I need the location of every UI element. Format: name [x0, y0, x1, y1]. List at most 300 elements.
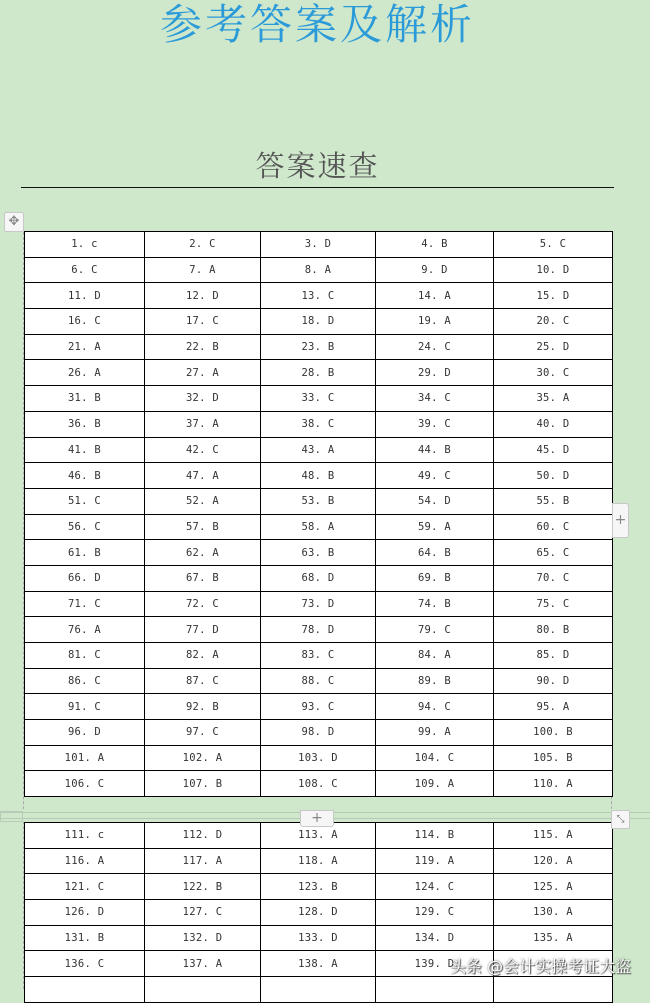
answer-cell[interactable] — [376, 874, 494, 900]
answer-cell[interactable] — [494, 309, 613, 335]
answer-cell[interactable] — [145, 386, 261, 412]
answer-cell[interactable] — [145, 463, 261, 489]
answer-cell[interactable] — [376, 668, 494, 694]
answer-text: 112. D — [182, 829, 223, 842]
answer-text: 71. C — [67, 597, 102, 610]
answer-text: 83. C — [301, 649, 335, 662]
answer-cell[interactable] — [494, 411, 613, 437]
answer-text: 111. c — [64, 829, 105, 842]
answer-cell[interactable] — [261, 874, 376, 900]
answer-text: 114. B — [414, 829, 455, 842]
answer-text: 53. B — [301, 495, 335, 508]
answer-cell[interactable] — [25, 360, 145, 386]
answer-text: 132. D — [182, 932, 223, 945]
answer-cell[interactable] — [145, 668, 261, 694]
answer-cell[interactable] — [494, 617, 613, 643]
answer-cell[interactable] — [25, 977, 145, 1003]
answer-cell[interactable] — [494, 386, 613, 412]
answer-text: 43. A — [301, 443, 335, 456]
answer-cell[interactable] — [145, 360, 261, 386]
table-row — [25, 386, 613, 412]
answer-cell[interactable] — [145, 283, 261, 309]
answer-cell[interactable] — [25, 565, 145, 591]
answer-text: 44. B — [417, 443, 452, 456]
answer-text: 136. C — [64, 957, 105, 970]
answer-cell[interactable] — [261, 668, 376, 694]
answer-cell[interactable] — [376, 694, 494, 720]
answer-cell[interactable] — [145, 334, 261, 360]
answer-text: 4. B — [421, 238, 448, 251]
answer-text: 28. B — [301, 366, 335, 379]
answer-text: 21. A — [67, 341, 102, 354]
table-row — [25, 771, 613, 797]
answer-cell[interactable] — [261, 591, 376, 617]
answer-cell[interactable] — [494, 720, 613, 746]
answer-text: 39. C — [417, 418, 452, 431]
answer-cell[interactable] — [25, 591, 145, 617]
table-row — [25, 668, 613, 694]
table-row — [25, 232, 613, 258]
answer-cell[interactable] — [494, 925, 613, 951]
answer-text: 51. C — [67, 495, 102, 508]
answer-text: 6. C — [71, 264, 98, 277]
answer-cell[interactable] — [376, 848, 494, 874]
answer-text: 87. C — [185, 675, 220, 688]
answer-cell[interactable] — [494, 232, 613, 258]
answer-cell[interactable] — [494, 848, 613, 874]
answer-text: 63. B — [301, 546, 335, 559]
answer-cell[interactable] — [25, 900, 145, 926]
answer-text: 106. C — [64, 777, 105, 790]
document-title: 参考答案及解析 — [159, 0, 475, 49]
answer-text: 8. A — [304, 264, 332, 277]
answer-text: 73. D — [301, 597, 335, 610]
answer-cell[interactable] — [261, 257, 376, 283]
answer-text: 121. C — [64, 880, 105, 893]
answer-text: 12. D — [185, 289, 220, 302]
answer-cell[interactable] — [25, 848, 145, 874]
answer-text: 49. C — [417, 469, 452, 482]
answer-text: 9. D — [421, 264, 448, 277]
answer-text: 122. B — [182, 880, 223, 893]
answer-cell[interactable] — [145, 232, 261, 258]
answer-cell[interactable] — [25, 874, 145, 900]
answer-text: 133. D — [298, 932, 338, 945]
table-row — [25, 617, 613, 643]
table-row — [25, 540, 613, 566]
page-break-marker — [0, 811, 23, 822]
answer-text: 134. D — [414, 932, 455, 945]
answer-text: 17. C — [185, 315, 220, 328]
answer-cell[interactable] — [145, 848, 261, 874]
answer-text: 23. B — [301, 341, 335, 354]
answer-text: 93. C — [301, 700, 335, 713]
answer-text: 65. C — [536, 546, 570, 559]
answer-cell[interactable] — [145, 565, 261, 591]
answer-text: 70. C — [536, 572, 570, 585]
answer-text: 16. C — [67, 315, 102, 328]
answer-cell[interactable] — [376, 720, 494, 746]
answer-text: 62. A — [185, 546, 220, 559]
answer-cell[interactable] — [25, 951, 145, 977]
answer-text: 76. A — [67, 623, 102, 636]
answer-text: 118. A — [298, 855, 338, 868]
answer-text: 127. C — [182, 906, 223, 919]
answer-text: 137. A — [182, 957, 223, 970]
answer-text: 126. D — [64, 906, 105, 919]
table-row — [25, 283, 613, 309]
answer-cell[interactable] — [494, 488, 613, 514]
table-row — [25, 488, 613, 514]
answer-cell[interactable] — [145, 720, 261, 746]
answer-text: 82. A — [185, 649, 220, 662]
answer-cell[interactable] — [376, 334, 494, 360]
answer-text: 19. A — [417, 315, 452, 328]
answer-cell[interactable] — [145, 643, 261, 669]
answer-cell[interactable] — [25, 283, 145, 309]
answer-text: 80. B — [536, 623, 570, 636]
answer-cell[interactable] — [494, 565, 613, 591]
answer-text: 40. D — [536, 418, 570, 431]
answer-text: 26. A — [67, 366, 102, 379]
answer-cell[interactable] — [261, 334, 376, 360]
answer-text: 59. A — [417, 520, 452, 533]
answer-text: 123. B — [298, 880, 338, 893]
answer-cell[interactable] — [376, 437, 494, 463]
answer-cell[interactable] — [25, 643, 145, 669]
answer-text: 45. D — [536, 443, 570, 456]
answer-cell[interactable] — [494, 977, 613, 1003]
table-row — [25, 514, 613, 540]
answer-cell[interactable] — [494, 823, 613, 849]
answer-cell[interactable] — [494, 514, 613, 540]
answer-cell[interactable] — [261, 488, 376, 514]
answer-cell[interactable] — [376, 232, 494, 258]
answer-cell[interactable] — [261, 900, 376, 926]
answer-text: 72. C — [185, 597, 220, 610]
answer-cell[interactable] — [376, 463, 494, 489]
table-row — [25, 643, 613, 669]
answer-cell[interactable] — [25, 334, 145, 360]
answer-text: 86. C — [67, 675, 102, 688]
answer-cell[interactable] — [494, 668, 613, 694]
answer-text: 33. C — [301, 392, 335, 405]
answer-text: 35. A — [536, 392, 570, 405]
answer-text: 78. D — [301, 623, 335, 636]
answer-text: 124. C — [414, 880, 455, 893]
answer-cell[interactable] — [25, 668, 145, 694]
answer-text: 98. D — [301, 726, 335, 739]
table-row — [25, 720, 613, 746]
answer-text: 25. D — [536, 341, 570, 354]
answer-cell[interactable] — [261, 745, 376, 771]
table-row — [25, 565, 613, 591]
answer-text: 102. A — [182, 752, 223, 765]
answer-cell[interactable] — [145, 540, 261, 566]
table-row — [25, 745, 613, 771]
answer-cell[interactable] — [261, 437, 376, 463]
answer-text: 128. D — [298, 906, 338, 919]
answer-cell[interactable] — [376, 591, 494, 617]
answer-cell[interactable] — [145, 617, 261, 643]
answer-cell[interactable] — [145, 437, 261, 463]
answer-cell[interactable] — [376, 514, 494, 540]
answer-cell[interactable] — [376, 925, 494, 951]
answer-text: 61. B — [67, 546, 102, 559]
answer-cell[interactable] — [145, 745, 261, 771]
answer-cell[interactable] — [494, 874, 613, 900]
answer-cell[interactable] — [376, 617, 494, 643]
answer-text: 22. B — [185, 341, 220, 354]
answer-text: 108. C — [298, 777, 338, 790]
answer-text: 32. D — [185, 392, 220, 405]
answer-text: 34. C — [417, 392, 452, 405]
answer-cell[interactable] — [261, 643, 376, 669]
answer-text: 138. A — [298, 957, 338, 970]
answer-cell[interactable] — [261, 386, 376, 412]
answer-cell[interactable] — [25, 463, 145, 489]
answer-text: 135. A — [533, 932, 573, 945]
answer-text: 94. C — [417, 700, 452, 713]
answer-text: 42. C — [185, 443, 220, 456]
answer-text: 89. B — [417, 675, 452, 688]
answer-text: 113. A — [298, 829, 338, 842]
answer-cell[interactable] — [145, 977, 261, 1003]
answer-cell[interactable] — [145, 257, 261, 283]
table-move-handle-icon[interactable]: ✥ — [4, 212, 24, 232]
answer-text: 18. D — [301, 315, 335, 328]
answer-cell[interactable] — [494, 771, 613, 797]
answer-text: 101. A — [64, 752, 105, 765]
answer-cell[interactable] — [376, 565, 494, 591]
answer-cell[interactable] — [261, 360, 376, 386]
watermark: 头条 @会计实操考证大盗 — [450, 957, 632, 976]
answer-cell[interactable] — [25, 823, 145, 849]
answer-cell[interactable] — [25, 771, 145, 797]
answer-cell[interactable] — [494, 591, 613, 617]
answer-text: 48. B — [301, 469, 335, 482]
answer-text: 139. D — [414, 957, 455, 970]
answer-cell[interactable] — [145, 823, 261, 849]
answer-text: 60. C — [536, 520, 570, 533]
answer-text: 104. C — [414, 752, 455, 765]
answer-cell[interactable] — [145, 874, 261, 900]
answer-cell[interactable] — [25, 488, 145, 514]
table-row — [25, 591, 613, 617]
answer-cell[interactable] — [261, 848, 376, 874]
answer-text: 92. B — [185, 700, 220, 713]
table-row — [25, 694, 613, 720]
answer-cell[interactable] — [25, 309, 145, 335]
table-row — [25, 334, 613, 360]
answer-cell[interactable] — [261, 977, 376, 1003]
answer-text: 115. A — [533, 829, 573, 842]
answer-cell[interactable] — [261, 411, 376, 437]
answer-text: 120. A — [533, 855, 573, 868]
answer-text: 130. A — [533, 906, 573, 919]
answer-text: 67. B — [185, 572, 220, 585]
answer-text: 129. C — [414, 906, 455, 919]
answer-cell[interactable] — [494, 643, 613, 669]
add-column-button[interactable]: + — [612, 503, 629, 538]
answer-cell[interactable] — [494, 900, 613, 926]
answer-text: 107. B — [182, 777, 223, 790]
answer-cell[interactable] — [494, 540, 613, 566]
answer-text: 66. D — [67, 572, 102, 585]
answer-cell[interactable] — [494, 360, 613, 386]
answer-text: 88. C — [301, 675, 335, 688]
answer-text: 14. A — [417, 289, 452, 302]
answer-cell[interactable] — [376, 488, 494, 514]
answer-text: 29. D — [417, 366, 452, 379]
answer-cell[interactable] — [376, 977, 494, 1003]
table-row — [25, 309, 613, 335]
answer-cell[interactable] — [261, 565, 376, 591]
answer-cell[interactable] — [376, 309, 494, 335]
answer-text: 46. B — [67, 469, 102, 482]
answer-text: 77. D — [185, 623, 220, 636]
answer-cell[interactable] — [25, 232, 145, 258]
section-heading: 答案速查 — [255, 149, 380, 183]
table-resize-icon[interactable]: ⤡ — [611, 810, 630, 829]
answer-text: 58. A — [301, 520, 335, 533]
answer-cell[interactable] — [376, 411, 494, 437]
answer-cell[interactable] — [25, 411, 145, 437]
answer-cell[interactable] — [261, 617, 376, 643]
answer-cell[interactable] — [261, 694, 376, 720]
answer-cell[interactable] — [25, 540, 145, 566]
answer-cell[interactable] — [145, 900, 261, 926]
answer-cell[interactable] — [25, 720, 145, 746]
answer-cell[interactable] — [25, 745, 145, 771]
answer-cell[interactable] — [494, 745, 613, 771]
answer-text: 54. D — [417, 495, 452, 508]
answer-cell[interactable] — [261, 951, 376, 977]
answer-text: 75. C — [536, 597, 570, 610]
answer-cell[interactable] — [145, 591, 261, 617]
answer-text: 117. A — [182, 855, 223, 868]
answer-cell[interactable] — [25, 925, 145, 951]
answer-text: 31. B — [67, 392, 102, 405]
answer-cell[interactable] — [494, 257, 613, 283]
answer-text: 38. C — [301, 418, 335, 431]
answer-cell[interactable] — [145, 514, 261, 540]
answer-cell[interactable] — [25, 617, 145, 643]
answer-cell[interactable] — [376, 823, 494, 849]
answer-cell[interactable] — [261, 771, 376, 797]
answer-text: 2. C — [189, 238, 216, 251]
answer-cell[interactable] — [261, 720, 376, 746]
answer-cell[interactable] — [494, 437, 613, 463]
answer-cell[interactable] — [494, 694, 613, 720]
table-row — [25, 977, 613, 1003]
answer-cell[interactable] — [261, 925, 376, 951]
answer-cell[interactable] — [261, 463, 376, 489]
answer-text: 131. B — [64, 932, 105, 945]
answer-text: 79. C — [417, 623, 452, 636]
answer-text: 96. D — [67, 726, 102, 739]
answer-cell[interactable] — [261, 309, 376, 335]
answer-cell[interactable] — [25, 257, 145, 283]
answer-cell[interactable] — [25, 386, 145, 412]
answer-text: 109. A — [414, 777, 455, 790]
answer-cell[interactable] — [376, 386, 494, 412]
answer-text: 84. A — [417, 649, 452, 662]
answer-cell[interactable] — [376, 360, 494, 386]
answer-text: 74. B — [417, 597, 452, 610]
answer-text: 1. c — [71, 238, 98, 251]
answer-cell[interactable] — [261, 514, 376, 540]
answer-cell[interactable] — [145, 488, 261, 514]
table-row — [25, 874, 613, 900]
answer-text: 125. A — [533, 880, 573, 893]
answer-text: 47. A — [185, 469, 220, 482]
answer-cell[interactable] — [494, 463, 613, 489]
table-row — [25, 437, 613, 463]
answer-text: 119. A — [414, 855, 455, 868]
answer-text: 7. A — [189, 264, 216, 277]
table-row — [25, 411, 613, 437]
answer-cell[interactable] — [376, 900, 494, 926]
answer-text: 97. C — [185, 726, 220, 739]
answer-text: 10. D — [536, 264, 570, 277]
answer-text: 36. B — [67, 418, 102, 431]
answer-text: 95. A — [536, 700, 570, 713]
answer-table-1 — [24, 231, 611, 797]
answer-cell[interactable] — [376, 771, 494, 797]
answer-text: 103. D — [298, 752, 338, 765]
answer-cell[interactable] — [376, 257, 494, 283]
answer-cell[interactable] — [145, 309, 261, 335]
answer-cell[interactable] — [145, 411, 261, 437]
answer-text: 20. C — [536, 315, 570, 328]
answer-cell[interactable] — [25, 514, 145, 540]
answer-cell[interactable] — [376, 540, 494, 566]
answer-cell[interactable] — [376, 643, 494, 669]
answer-text: 90. D — [536, 675, 570, 688]
answer-cell[interactable] — [145, 694, 261, 720]
answer-text: 41. B — [67, 443, 102, 456]
answer-text: 3. D — [304, 238, 332, 251]
add-row-button[interactable]: + — [300, 810, 334, 827]
answer-cell[interactable] — [376, 745, 494, 771]
answer-text: 11. D — [67, 289, 102, 302]
table-row — [25, 848, 613, 874]
table-row — [25, 925, 613, 951]
answer-cell[interactable] — [145, 925, 261, 951]
answer-cell[interactable] — [145, 771, 261, 797]
answer-text: 55. B — [536, 495, 570, 508]
answer-text: 52. A — [185, 495, 220, 508]
table-row — [25, 900, 613, 926]
answer-cell[interactable] — [494, 334, 613, 360]
answer-text: 5. C — [539, 238, 567, 251]
answer-cell[interactable] — [261, 283, 376, 309]
answer-cell[interactable] — [145, 951, 261, 977]
table-row — [25, 360, 613, 386]
answer-text: 105. B — [533, 752, 573, 765]
answer-text: 27. A — [185, 366, 220, 379]
answer-text: 81. C — [67, 649, 102, 662]
answer-cell[interactable] — [25, 694, 145, 720]
answer-cell[interactable] — [376, 283, 494, 309]
answer-text: 64. B — [417, 546, 452, 559]
answer-cell[interactable] — [25, 437, 145, 463]
answer-text: 100. B — [533, 726, 573, 739]
answer-cell[interactable] — [494, 283, 613, 309]
answer-cell[interactable] — [261, 232, 376, 258]
answer-cell[interactable] — [261, 540, 376, 566]
